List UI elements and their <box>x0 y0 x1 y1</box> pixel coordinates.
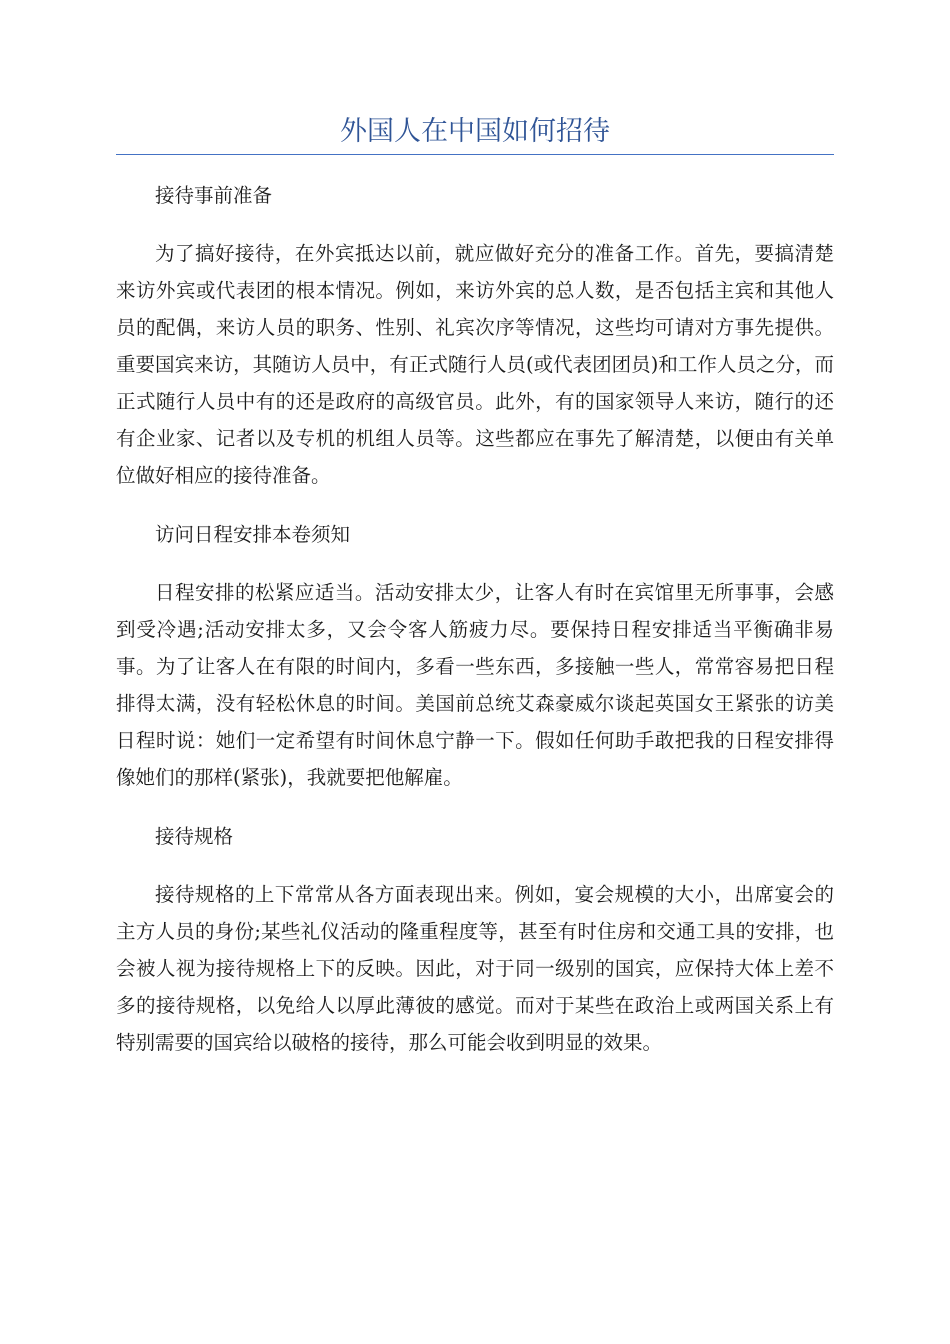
document-page <box>116 112 834 1061</box>
section-heading: 接待规格 <box>155 825 234 848</box>
section-heading: 接待事前准备 <box>155 184 273 207</box>
section-reception-level <box>116 820 834 1061</box>
section-heading: 访问日程安排本卷须知 <box>155 523 351 546</box>
section-paragraph: 为了搞好接待，在外宾抵达以前，就应做好充分的准备工作。首先，要搞清楚来访外宾或代表团的根本情况。例如，来访外宾的总人数，是否包括主宾和其他人员的配偶，来访人员的职务、性别、礼宾次序等情况，这些均可请对方事先提供。重要国宾来访，其随访人员中，有正式随行人员(或代表团团员)和工作人员之分，而正式随行人员中有的还是政府的高级官员。此外，有的国家领导人来访，随行的还有企业家、记者以及专机的机组人员等。这些都应在事先了解清楚，以便由有关单位做好相应的接待准备。 <box>116 242 834 487</box>
section-paragraph: 日程安排的松紧应适当。活动安排太少，让客人有时在宾馆里无所事事，会感到受冷遇;活动安排太多，又会令客人筋疲力尽。要保持日程安排适当平衡确非易事。为了让客人在有限的时间内，多看一些东西，多接触一些人，常常容易把日程排得太满，没有轻松休息的时间。美国前总统艾森豪威尔谈起英国女王紧张的访美日程时说：她们一定希望有时间休息宁静一下。假如任何助手敢把我的日程安排得像她们的那样(紧张)，我就要把他解雇。 <box>116 581 834 789</box>
section-paragraph: 接待规格的上下常常从各方面表现出来。例如，宴会规模的大小，出席宴会的主方人员的身份;某些礼仪活动的隆重程度等，甚至有时住房和交通工具的安排，也会被人视为接待规格上下的反映。因此，对于同一级别的国宾，应保持大体上差不多的接待规格，以免给人以厚此薄彼的感觉。而对于某些在政治上或两国关系上有特别需要的国宾给以破格的接待，那么可能会收到明显的效果。 <box>116 883 834 1054</box>
document-title: 外国人在中国如何招待 <box>116 112 834 155</box>
section-preparation <box>116 179 834 494</box>
section-schedule <box>116 518 834 796</box>
